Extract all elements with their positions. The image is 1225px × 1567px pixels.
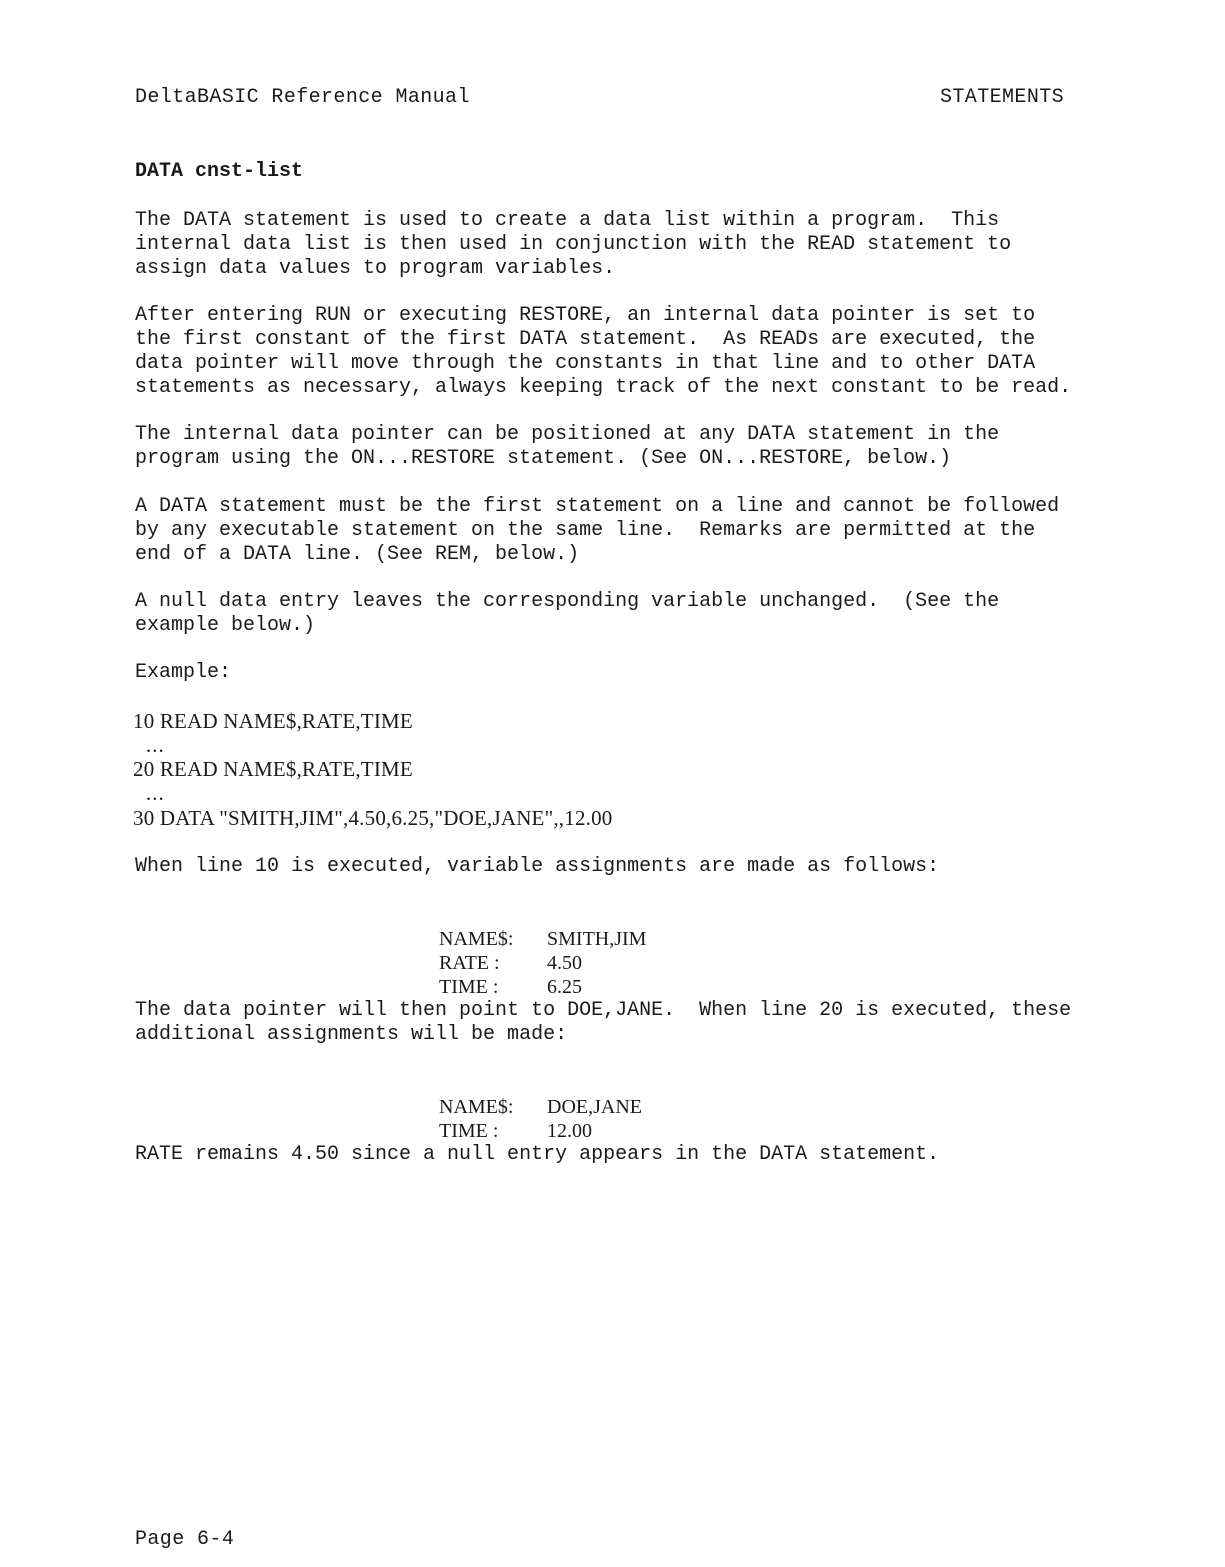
paragraph-pointer [135,304,1095,400]
code-ellipsis: ... [146,733,165,757]
text-line: statements as necessary, always keeping track of the next constant to be read. [135,376,1072,399]
text-line: RATE remains 4.50 since a null entry appears in the DATA statement. [135,1143,940,1166]
statement-heading: DATA cnst-list [135,160,304,183]
text-line: After entering RUN or executing RESTORE, an internal data pointer is set to [135,304,1036,327]
assignment-value: 12.00 [547,1120,592,1142]
running-header-section: STATEMENTS [940,86,1065,109]
text-line: data pointer will move through the constants in that line and to other DATA [135,352,1036,375]
text-line: additional assignments will be made: [135,1023,568,1046]
page-number: Page 6-4 [135,1528,235,1551]
text-line: A DATA statement must be the first statement on a line and cannot be followed [135,495,1060,518]
assignment-value: 6.25 [547,976,582,998]
text-line: Example: [135,661,232,684]
example-label [135,661,1095,685]
text-line: The DATA statement is used to create a data list within a program. This [135,209,1000,232]
assignment-value: 4.50 [547,952,582,974]
assignment-variable: RATE : [439,952,500,974]
code-line-20: 20 READ NAME$,RATE,TIME [133,757,413,781]
assignment-variable: TIME : [439,976,499,998]
assignment-variable: NAME$: [439,928,514,950]
text-line: assign data values to program variables. [135,257,616,280]
assignment-table-first [409,903,647,998]
text-line: by any executable statement on the same line. Remarks are permitted at the [135,519,1036,542]
paragraph-restore [135,423,1095,471]
code-line-30: 30 DATA "SMITH,JIM",4.50,6.25,"DOE,JANE",,12.00 [133,806,613,830]
assignment-value: DOE,JANE [547,1096,642,1118]
text-line: end of a DATA line. (See REM, below.) [135,543,580,566]
text-line: A null data entry leaves the corresponding variable unchanged. (See the [135,590,1000,613]
assignment-table-second [409,1071,642,1142]
text-line: program using the ON...RESTORE statement. (See ON...RESTORE, below.) [135,447,952,470]
text-line: The data pointer will then point to DOE,JANE. When line 20 is executed, these [135,999,1072,1022]
text-line: The internal data pointer can be positioned at any DATA statement in the [135,423,1000,446]
paragraph-line20-result [135,999,1095,1047]
assignment-value: SMITH,JIM [547,928,647,950]
text-line: When line 10 is executed, variable assignments are made as follows: [135,855,940,878]
assignment-variable: TIME : [439,1120,499,1142]
text-line: the first constant of the first DATA statement. As READs are executed, the [135,328,1036,351]
paragraph-line10-result [135,855,1095,879]
text-line: example below.) [135,614,316,637]
paragraph-intro [135,209,1095,281]
paragraph-placement [135,495,1095,567]
assignment-variable: NAME$: [439,1096,514,1118]
text-line: internal data list is then used in conjunction with the READ statement to [135,233,1012,256]
code-ellipsis: ... [146,781,165,805]
paragraph-rate-remains [135,1143,1095,1167]
running-header-title: DeltaBASIC Reference Manual [135,86,470,109]
assignment-row [409,1071,642,1118]
assignment-row [409,903,647,950]
code-line-10: 10 READ NAME$,RATE,TIME [133,709,413,733]
paragraph-null-entry [135,590,1095,638]
